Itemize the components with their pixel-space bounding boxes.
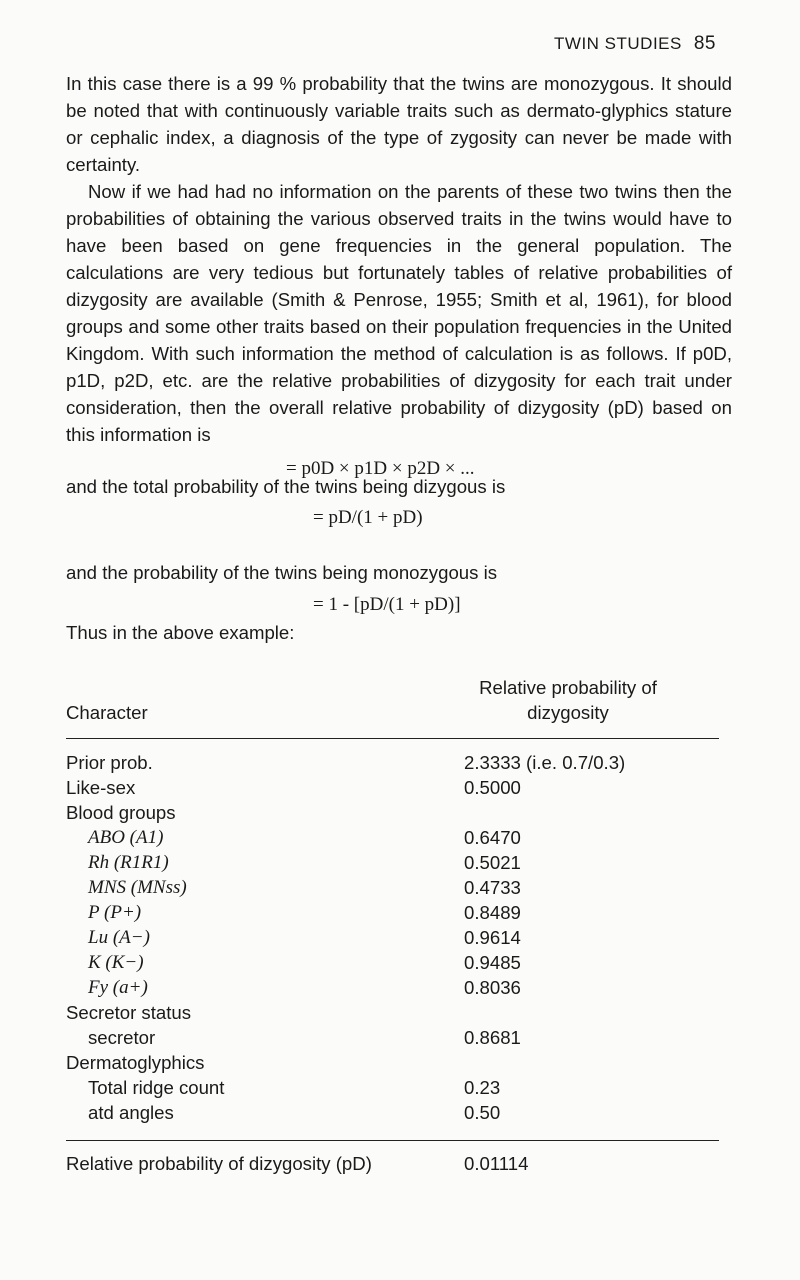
section-title: TWIN STUDIES: [554, 34, 682, 53]
example-intro-line: Thus in the above example:: [66, 622, 295, 643]
running-head: [554, 33, 716, 55]
paragraph-1: In this case there is a 99 % probability that the twins are monozygous. It should be noted that with continuously variable traits such as dermato-glyphics stature or cephalic index, a diagnosis of the type of zygosity can never be made with certainty.: [66, 73, 732, 175]
total-label: Relative probability of dizygosity (pD): [66, 1153, 372, 1174]
table-row: MNS (MNss) 0.4733: [88, 877, 521, 898]
table-total-row: [66, 1153, 719, 1179]
monozygous-intro-line: and the probability of the twins being monozygous is: [66, 562, 498, 583]
table-row: ABO (A1) 0.6470: [88, 827, 521, 848]
equation-monozygous: = 1 - [pD/(1 + pD)]: [313, 594, 461, 615]
body-text: [66, 70, 732, 448]
table-row: Blood groups: [66, 802, 176, 823]
column-header-character: Character: [66, 702, 148, 723]
table-row: Total ridge count 0.23: [88, 1077, 501, 1098]
page-number: 85: [693, 33, 716, 54]
table-row: Fy (a+) 0.8036: [88, 977, 521, 998]
table-row: P (P+) 0.8489: [88, 902, 521, 923]
table-row: secretor 0.8681: [88, 1027, 521, 1048]
table-row: Dermatoglyphics: [66, 1052, 205, 1073]
column-header-dizygosity: dizygosity: [527, 702, 609, 723]
table-row: K (K−) 0.9485: [88, 952, 521, 973]
table-row: Rh (R1R1) 0.5021: [88, 852, 521, 873]
equation-overall-probability: = p0D × p1D × p2D × ...: [286, 458, 475, 479]
table-top-rule: [66, 738, 719, 739]
table-row: atd angles 0.50: [88, 1102, 501, 1123]
total-value: 0.01114: [464, 1153, 529, 1174]
equation-dizygous: = pD/(1 + pD): [313, 507, 423, 528]
paragraph-2: Now if we had had no information on the parents of these two twins then the probabilities of obtaining the various observed traits in the twins would have to have been based on gene frequencies in the general population. The calculations are very tedious but fortunately tables of relative probabilities of dizygosity are available (Smith & Penrose, 1955; Smith et al, 1961), for blood groups and some other traits based on their population frequencies in the United Kingdom. With such information the method of calculation is as follows. If p0D, p1D, p2D, etc. are the relative probabilities of dizygosity for each trait under consideration, then the overall relative probability of dizygosity (pD) based on this information is: [66, 181, 732, 445]
column-header-relative-probability: Relative probability of: [479, 677, 657, 698]
dizygous-intro-line: and the total probability of the twins being dizygous is: [66, 476, 506, 497]
table-bottom-rule: [66, 1140, 719, 1141]
table-row: Prior prob. 2.3333 (i.e. 0.7/0.3): [66, 752, 626, 773]
table-row: Lu (A−) 0.9614: [88, 927, 521, 948]
table-row: Secretor status: [66, 1002, 192, 1023]
table-row: Like-sex 0.5000: [66, 777, 521, 798]
